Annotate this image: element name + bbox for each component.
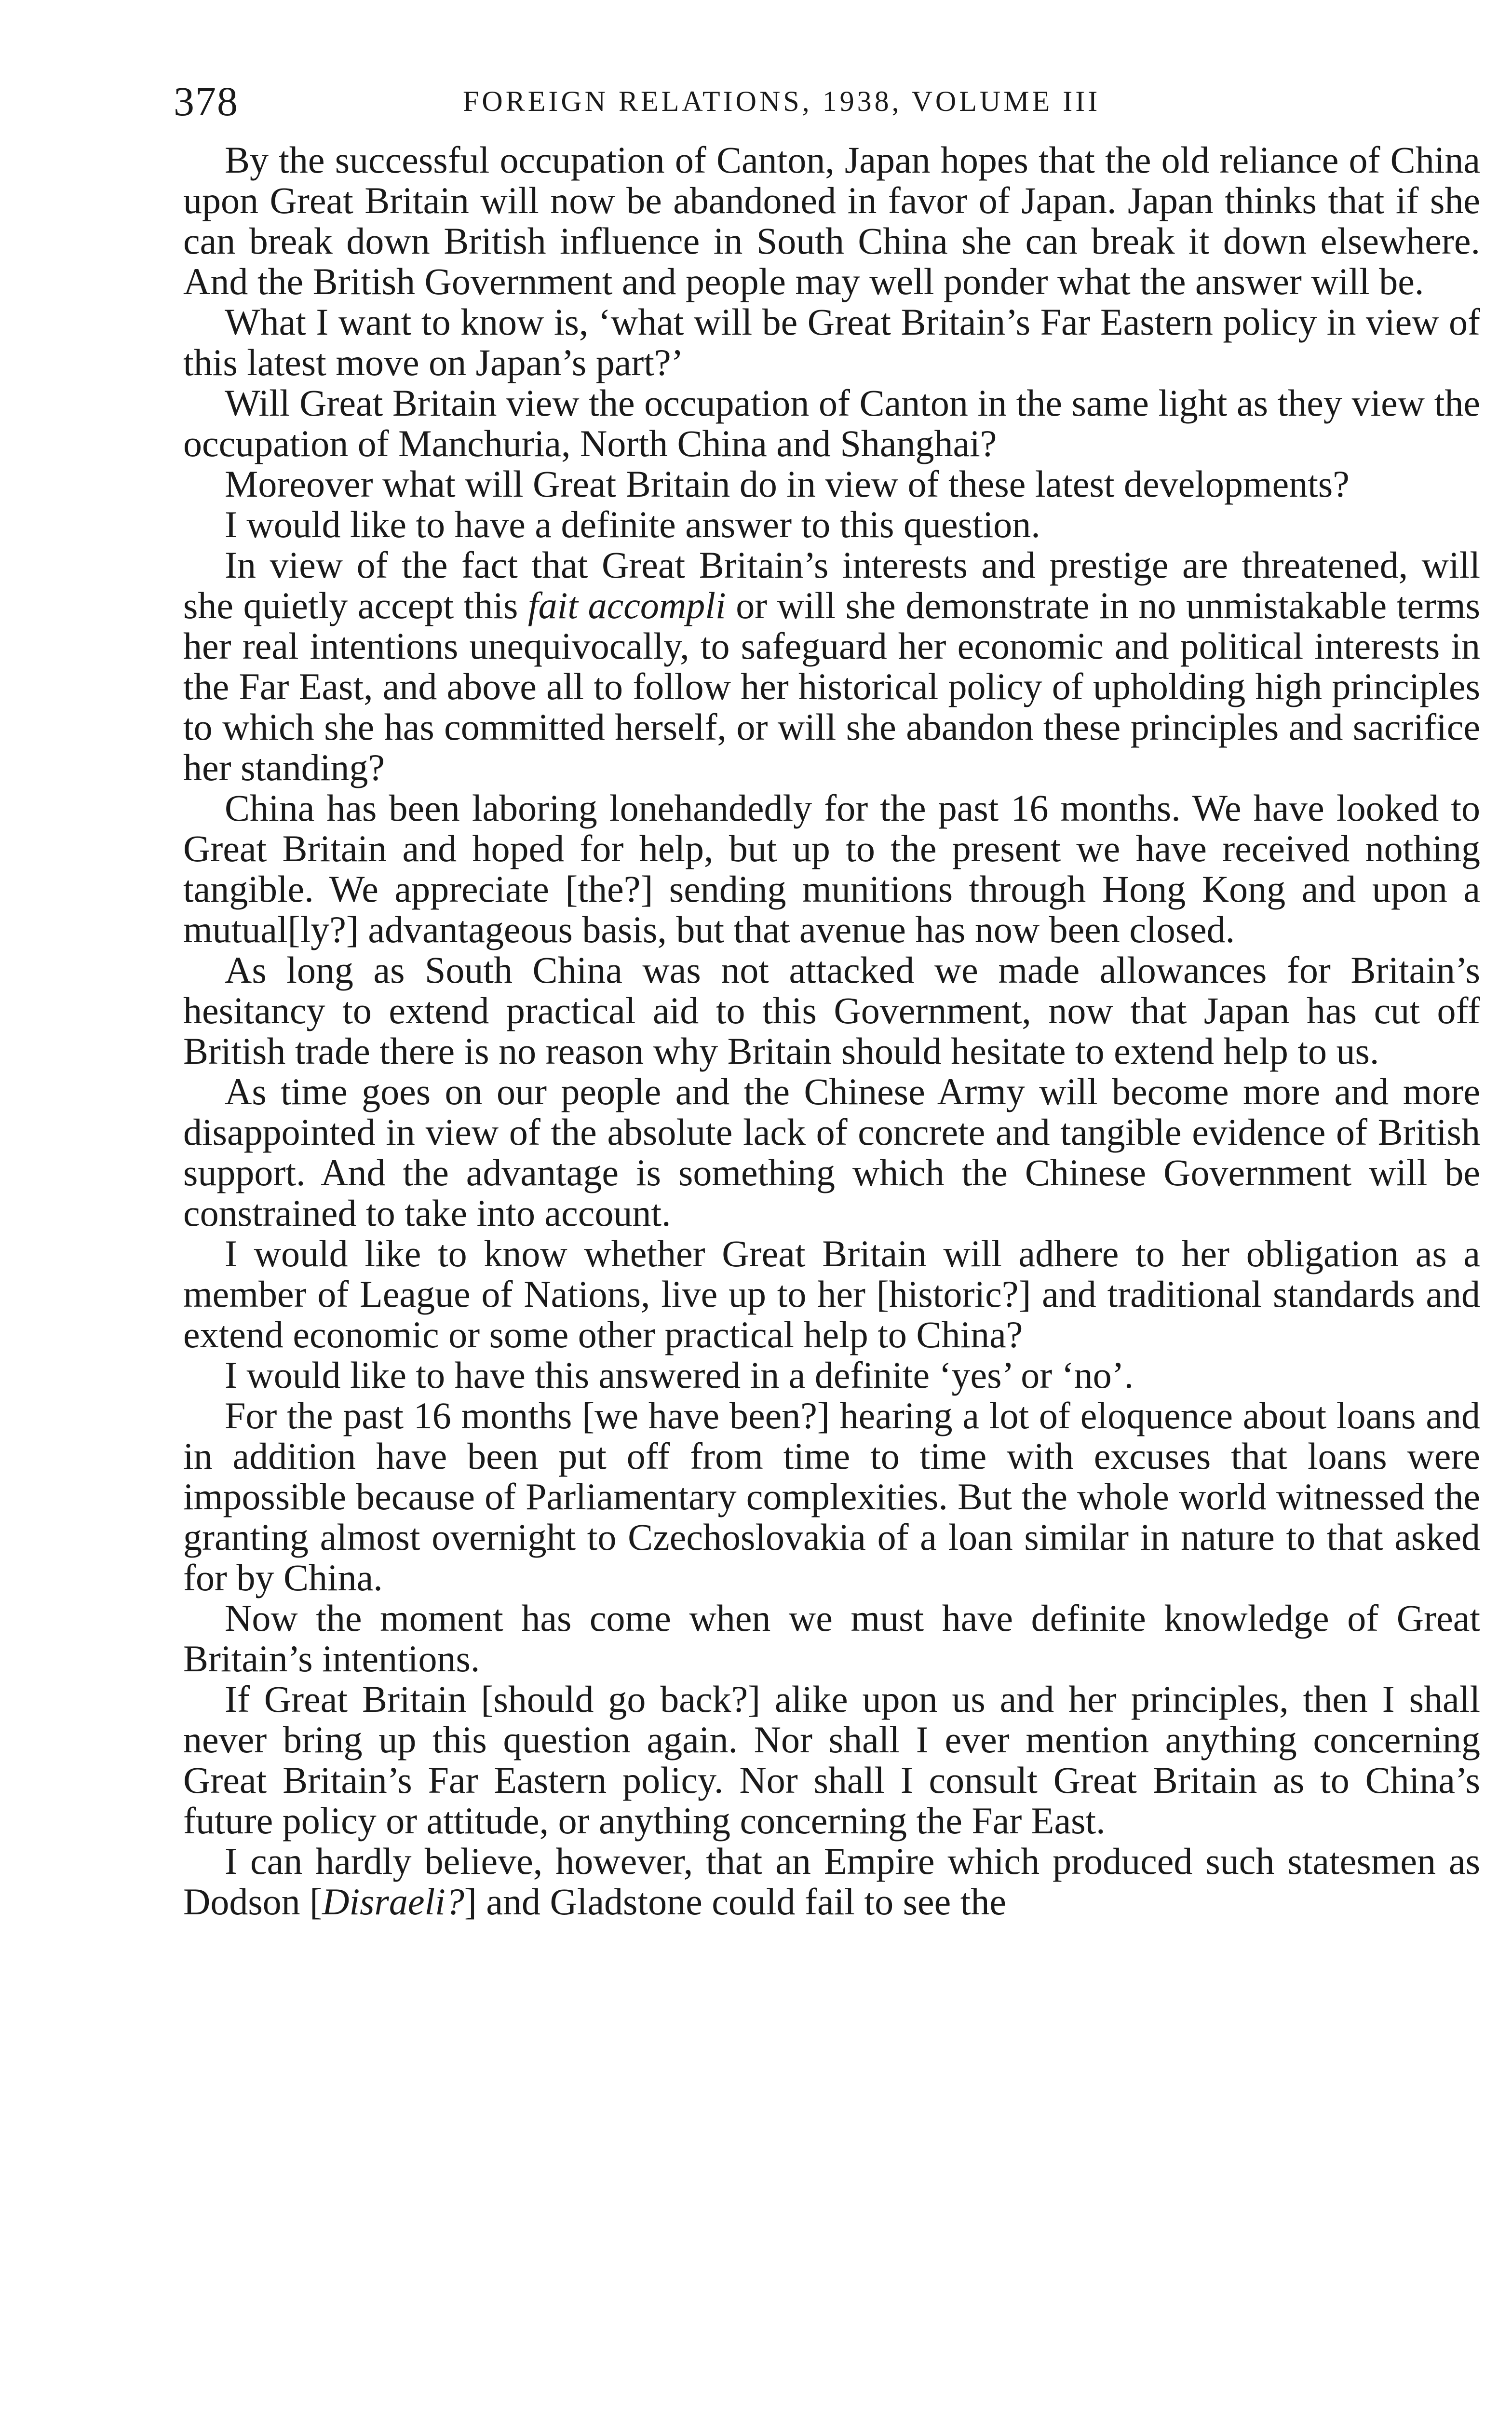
paragraph: Moreover what will Great Britain do in view of these latest developments? <box>225 463 1350 505</box>
paragraph <box>183 545 1480 788</box>
paragraph-text: or will she demonstrate in no unmistakable terms her real intentions unequivocally, to safeguard her economic and political interests in the Far East, and above all to follow her historical policy of upholding high principles to which she has committed herself, or will she abandon these principles and sacrifice her standing? <box>183 584 1480 788</box>
italic-phrase: Disraeli? <box>322 1881 464 1923</box>
paragraph-text: In view of the fact that Great Britain’s interests and prestige are threatened, will she quietly accept this <box>183 544 1480 626</box>
body-text <box>183 140 1480 1922</box>
page-header <box>174 72 1485 130</box>
italic-phrase: fait accompli <box>528 584 726 626</box>
paragraph: If Great Britain [should go back?] alike upon us and her principles, then I shall never bring up this question again. Nor shall I ever mention anything concerning Great Britain’s Far Eastern policy. Nor shall I consult Great Britain as to China’s future policy or attitude, or anything concerning the Far East. <box>183 1678 1480 1842</box>
running-title: FOREIGN RELATIONS, 1938, VOLUME III <box>463 85 1101 117</box>
paragraph: I would like to know whether Great Britain will adhere to her obligation as a member of League of Nations, live up to her [historic?] and traditional standards and extend economic or some other practical help to China? <box>183 1233 1480 1355</box>
paragraph: I would like to have this answered in a definite ‘yes’ or ‘no’. <box>225 1354 1134 1396</box>
paragraph: As time goes on our people and the Chinese Army will become more and more disappointed in view of the absolute lack of concrete and tangible evidence of British support. And the advantage is something which the Chinese Government will be constrained to take into account. <box>183 1070 1480 1234</box>
paragraph-text: ] and Gladstone could fail to see the <box>464 1881 1006 1923</box>
paragraph: As long as South China was not attacked we made allowances for Britain’s hesitancy to extend practical aid to this Government, now that Japan has cut off British trade there is no reason why Britain should hesitate to extend help to us. <box>183 949 1480 1072</box>
paragraph: Will Great Britain view the occupation of Canton in the same light as they view the occupation of Manchuria, North China and Shanghai? <box>183 382 1480 464</box>
paragraph: Now the moment has come when we must have definite knowledge of Great Britain’s intentions. <box>183 1597 1480 1680</box>
page-number: 378 <box>174 78 239 124</box>
paragraph: For the past 16 months [we have been?] hearing a lot of eloquence about loans and in addition have been put off from time to time with excuses that loans were impossible because of Parliamentary complexities. But the whole world witnessed the granting almost overnight to Czechoslovakia of a loan similar in nature to that asked for by China. <box>183 1395 1480 1598</box>
paragraph: China has been laboring lonehandedly for the past 16 months. We have looked to Great Britain and hoped for help, but up to the present we have received nothing tangible. We appreciate [the?] sending munitions through Hong Kong and upon a mutual[ly?] advantageous basis, but that avenue has now been closed. <box>183 787 1480 950</box>
paragraph <box>183 1841 1480 1922</box>
paragraph: What I want to know is, ‘what will be Great Britain’s Far Eastern policy in view of this latest move on Japan’s part?’ <box>183 301 1480 383</box>
paragraph: I would like to have a definite answer to this question. <box>225 503 1040 545</box>
paragraph-text: I can hardly believe, however, that an Empire which produced such statesmen as Dodson [ <box>183 1840 1480 1923</box>
paragraph: By the successful occupation of Canton, Japan hopes that the old reliance of China upon Great Britain will now be abandoned in favor of Japan. Japan thinks that if she can break down British influence in South China she can break it down elsewhere. And the British Government and people may well ponder what the answer will be. <box>183 139 1480 302</box>
